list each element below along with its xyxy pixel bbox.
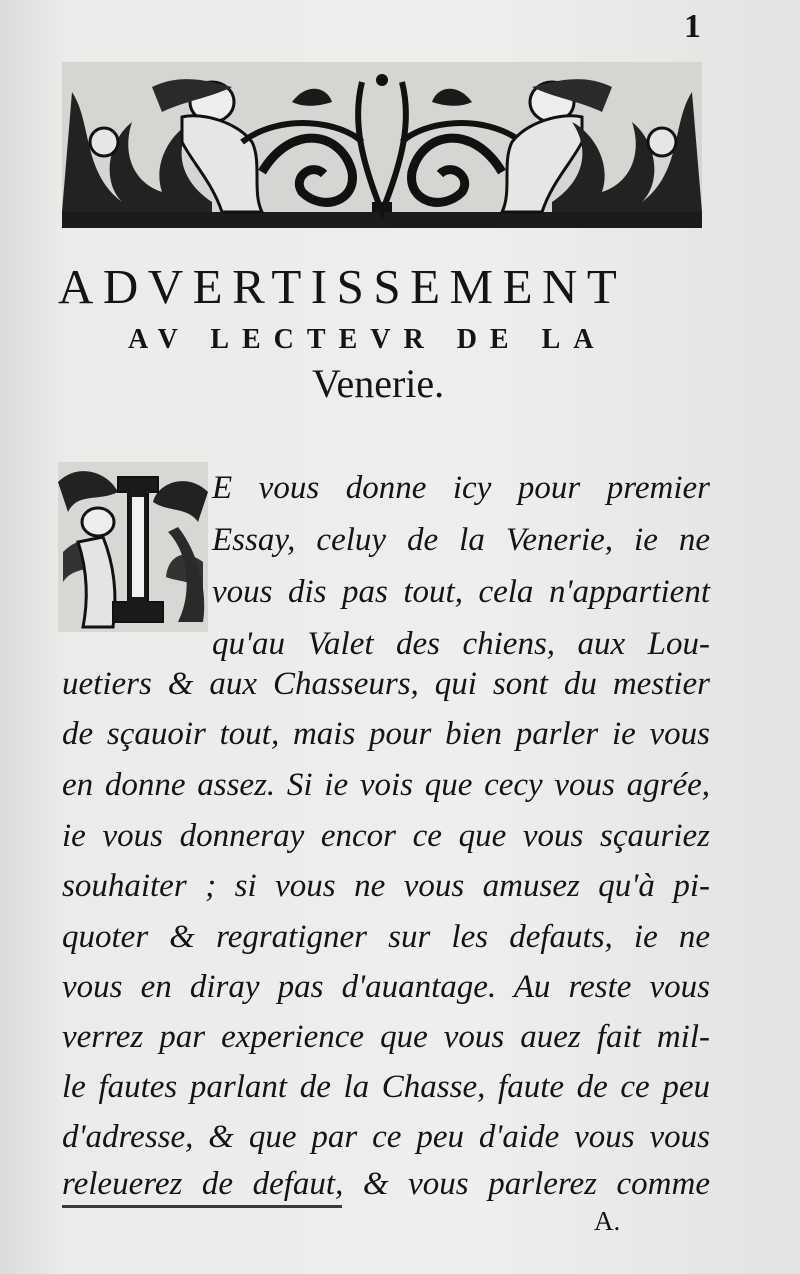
text-line: qu'au Valet des chiens, aux Lou- [212, 626, 710, 662]
text-line: ie vous donneray encor ce que vous sçauriez [62, 818, 710, 854]
page-number: 1 [684, 8, 701, 45]
decorated-initial-letter [58, 462, 208, 632]
text-line: d'adresse, & que par ce peu d'aide vous vous [62, 1119, 710, 1155]
text-line: vous dis pas tout, cela n'appartient [212, 574, 710, 610]
text-line: uetiers & aux Chasseurs, qui sont du mestier [62, 666, 710, 702]
catchword-signature: A. [594, 1206, 621, 1236]
text-line: vous en diray pas d'auantage. Au reste vous [62, 969, 710, 1005]
headpiece-ornament [62, 62, 702, 228]
text-line: en donne assez. Si ie vois que cecy vous agrée, [62, 767, 710, 803]
text-line: le fautes parlant de la Chasse, faute de ce peu [62, 1069, 710, 1105]
text-line: souhaiter ; si vous ne vous amusez qu'à pi- [62, 868, 710, 904]
text-line: quoter & regratigner sur les defauts, ie ne [62, 919, 710, 955]
title-line-1: ADVERTISSEMENT [58, 259, 627, 314]
underline-rule [62, 1205, 342, 1208]
text-line: Essay, celuy de la Venerie, ie ne [212, 522, 710, 558]
text-line: de sçauoir tout, mais pour bien parler ie vous [62, 716, 710, 752]
title-line-2: AV LECTEVR DE LA [128, 324, 607, 355]
text-line: verrez par experience que vous auez fait mil- [62, 1019, 710, 1055]
text-line: releuerez de defaut, & vous parlerez comme [62, 1166, 710, 1202]
text-line: E vous donne icy pour premier [212, 470, 710, 506]
title-line-3: Venerie. [312, 361, 445, 406]
